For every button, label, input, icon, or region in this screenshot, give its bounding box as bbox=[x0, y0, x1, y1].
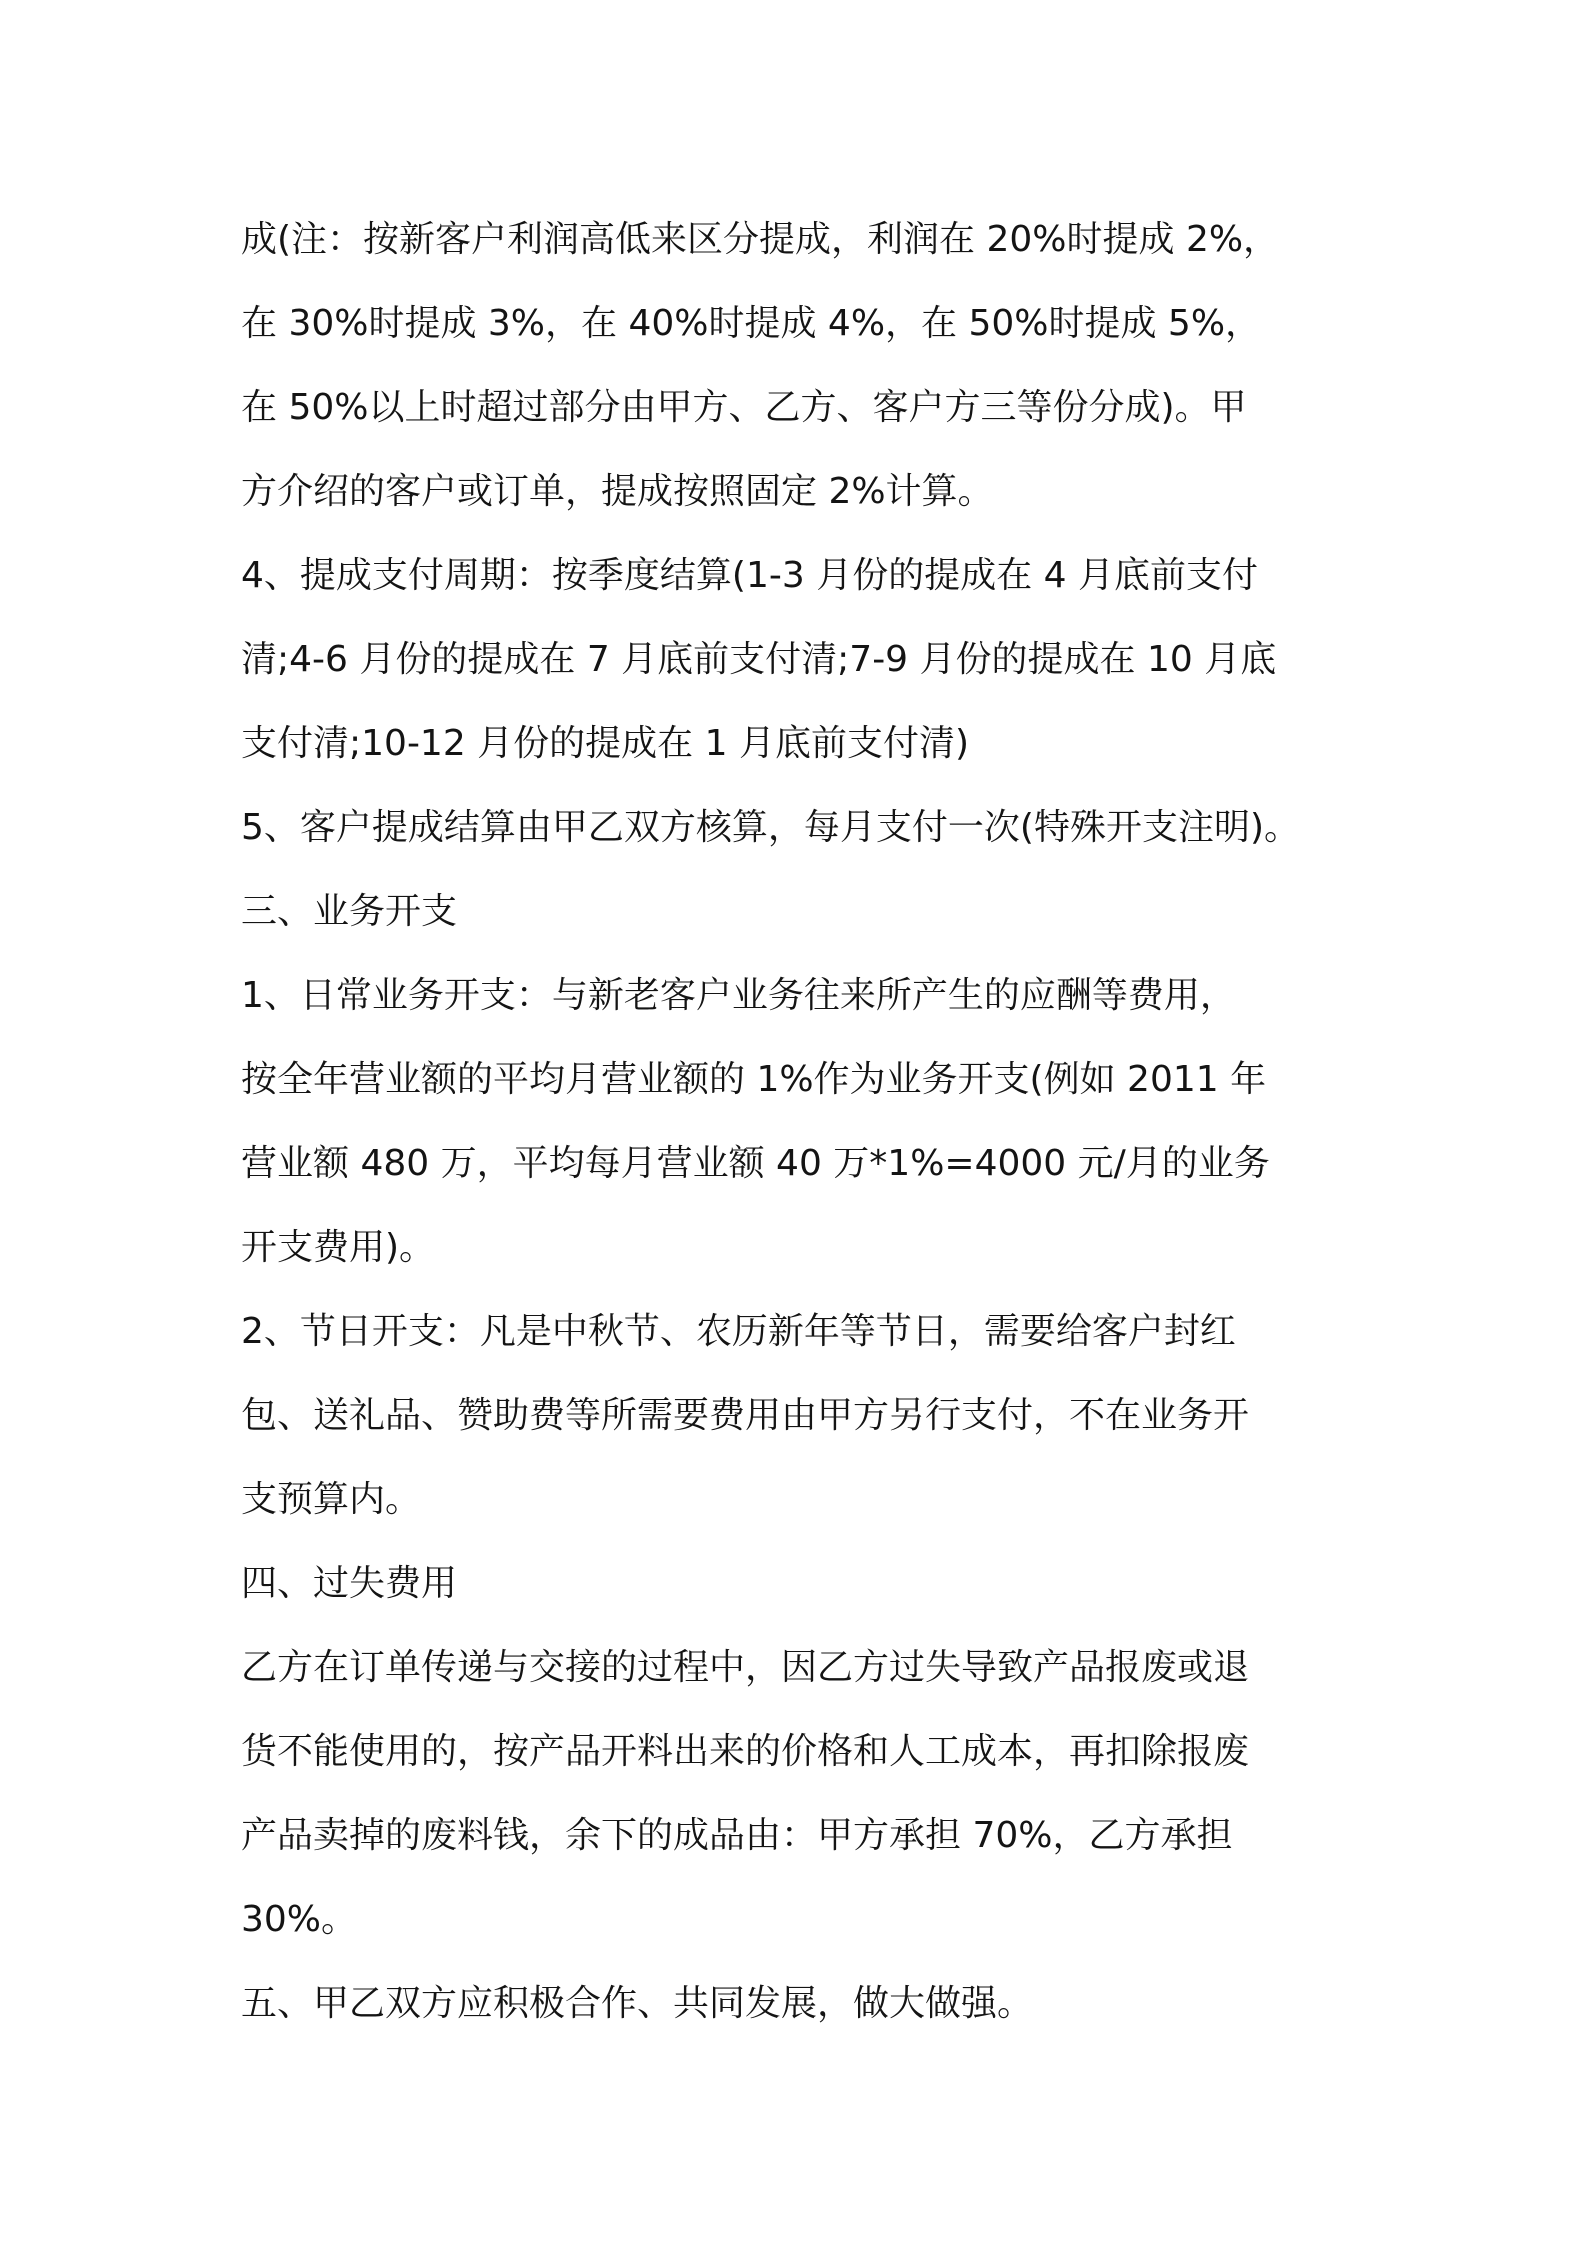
paragraph-line: 4、提成支付周期：按季度结算(1-3 月份的提成在 4 月底前支付 bbox=[241, 555, 1258, 596]
paragraph-line: 包、送礼品、赞助费等所需要费用由甲方另行支付，不在业务开 bbox=[241, 1395, 1250, 1436]
paragraph-line: 成(注：按新客户利润高低来区分提成，利润在 20%时提成 2%， bbox=[241, 219, 1280, 260]
paragraph-line: 在 50%以上时超过部分由甲方、乙方、客户方三等份分成)。甲 bbox=[241, 387, 1247, 428]
paragraph-line: 支预算内。 bbox=[241, 1479, 422, 1520]
section-heading: 四、过失费用 bbox=[241, 1563, 458, 1604]
section-heading: 三、业务开支 bbox=[241, 891, 458, 932]
paragraph-line: 清;4-6 月份的提成在 7 月底前支付清;7-9 月份的提成在 10 月底 bbox=[241, 639, 1277, 680]
paragraph-line: 方介绍的客户或订单，提成按照固定 2%计算。 bbox=[241, 471, 994, 512]
paragraph-line: 产品卖掉的废料钱，余下的成品由：甲方承担 70%，乙方承担 bbox=[241, 1815, 1233, 1856]
document-body bbox=[241, 198, 1371, 2046]
section-heading: 五、甲乙双方应积极合作、共同发展，做大做强。 bbox=[241, 1983, 1034, 2024]
paragraph-line: 开支费用)。 bbox=[241, 1227, 436, 1268]
paragraph-line: 在 30%时提成 3%，在 40%时提成 4%，在 50%时提成 5%， bbox=[241, 303, 1262, 344]
paragraph-line: 乙方在订单传递与交接的过程中，因乙方过失导致产品报废或退 bbox=[241, 1647, 1250, 1688]
paragraph-line: 按全年营业额的平均月营业额的 1%作为业务开支(例如 2011 年 bbox=[241, 1059, 1267, 1100]
paragraph-line: 5、客户提成结算由甲乙双方核算，每月支付一次(特殊开支注明)。 bbox=[241, 807, 1300, 848]
paragraph-line: 营业额 480 万，平均每月营业额 40 万*1%=4000 元/月的业务 bbox=[241, 1143, 1270, 1184]
paragraph-line: 30%。 bbox=[241, 1899, 358, 1940]
paragraph-line: 1、日常业务开支：与新老客户业务往来所产生的应酬等费用， bbox=[241, 975, 1236, 1016]
paragraph-line: 货不能使用的，按产品开料出来的价格和人工成本，再扣除报废 bbox=[241, 1731, 1250, 1772]
paragraph-line: 支付清;10-12 月份的提成在 1 月底前支付清) bbox=[241, 723, 970, 764]
paragraph-line: 2、节日开支：凡是中秋节、农历新年等节日，需要给客户封红 bbox=[241, 1311, 1236, 1352]
